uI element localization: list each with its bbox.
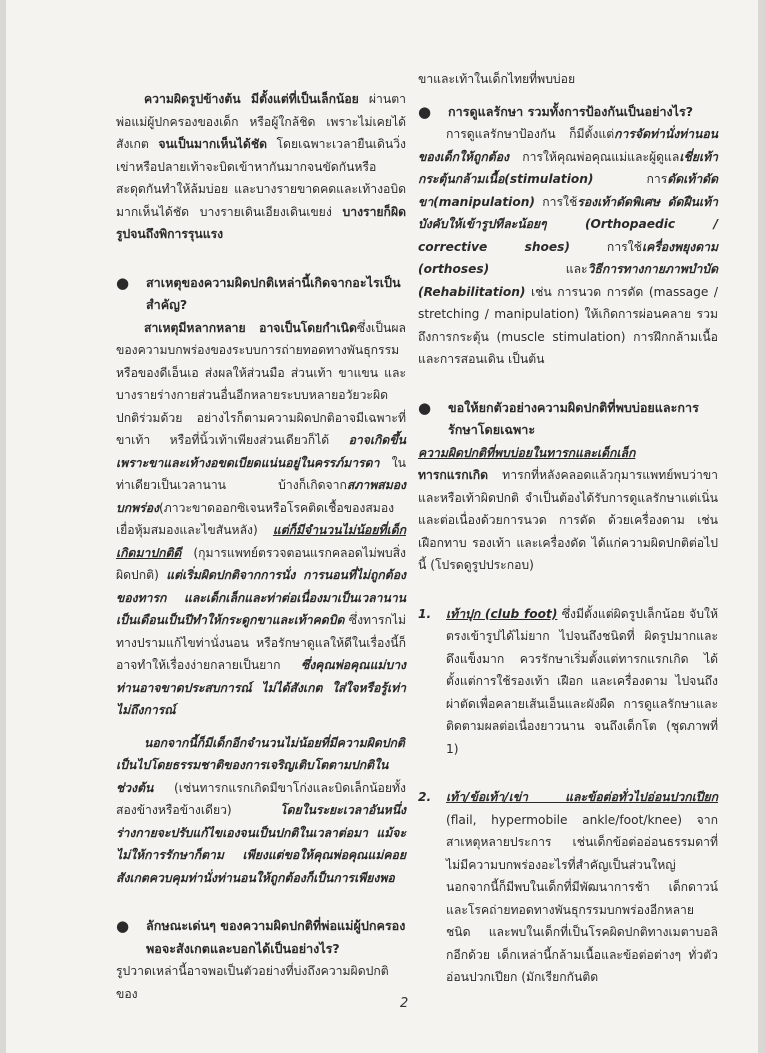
question-examples: ● ขอให้ยกตัวอย่างความผิดปกติที่พบบ่อยและการรักษาโดยเฉพาะ: [418, 397, 718, 442]
bullet-icon: ●: [418, 398, 432, 417]
causes-paragraph: สาเหตุมีหลากหลาย อาจเป็นโดยกำเนิดซึ่งเป็นผลของความบกพร่องของระบบการถ่ายทอดทางพันธุกรรมหรือของดีเอ็นเอ ส่งผลให้ส่วนมือ ส่วนเท้า ขาแขน และบางรายร่างกายส่วนอื่นอีกหลายระบบหลายอวัยวะผิดปกติร่วมด้วย อย่างไรก็ตามความผิดปกติอาจมีเฉพาะที่ขาเท้า หรือที่นิ้วเท้าเพียงส่วนเดียวก็ได้ อาจเกิดขึ้นเพราะขาและเท้างอขดเบียดแน่นอยู่ในครรภ์มารดา ในท่าเดียวเป็นเวลานาน บ้างก็เกิดจากสภาพสมองบกพร่อง(ภาวะขาดออกซิเจนหรือโรคติดเชื้อของสมอง เยื่อหุ้มสมองและไขสันหลัง) แต่ก็มีจำนวนไม่น้อยที่เด็กเกิดมาปกติดี (กุมารแพทย์ตรวจตอนแรกคลอดไม่พบสิ่งผิดปกติ) แต่เริ่มผิดปกติจากการนั่ง การนอนที่ไม่ถูกต้องของทารก และเด็กเล็กและท่าต่อเนื่องมาเป็นเวลานานเป็นเดือนเป็นปีทำให้กระดูกขาและเท้าคดบิด ซึ่งทารกไม่ทางปรามแก้ไขท่านั่งนอน หรือรักษาดูแลให้ดีในเรื่องนี้ก็อาจทำให้เรื่องง่ายกลายเป็นยาก ซึ่งคุณพ่อคุณแม่บางท่านอาจขาดประสบการณ์ ไม่ได้สังเกต ใส่ใจหรือรู้เท่าไม่ถึงการณ์: [116, 320, 406, 717]
page-number: 2: [400, 996, 409, 1011]
question-causes: ● สาเหตุของความผิดปกติเหล่านี้เกิดจากอะไรเป็นสำคัญ?: [116, 272, 406, 317]
list-item: 2. เท้า/ข้อเท้า/เข่า และข้อต่อทั่วไปอ่อนปวกเปียก (flail, hypermobile ankle/foot/knee) จากสาเหตุหลายประการ เช่นเด็กข้อต่ออ่อนธรรมดาที่ไม่มีความบกพร่องอะไรที่สำคัญเป็นส่วนใหญ่ นอกจากนี้ก็มีพบในเด็กที่มีพัฒนาการช้า เด็กดาวน์ และโรคถ่ายทอดทางพันธุกรรมบกพร่องอีกหลายชนิด และพบในเด็กที่เป็นโรคผิดปกติทางเมตาบอลิกอีกด้วย เด็กเหล่านี้กล้ามเนื้อและข้อต่อต่างๆ ทั่วตัวอ่อนปวกเปียก (มักเรียกกันติด: [418, 790, 718, 984]
bullet-icon: ●: [116, 273, 130, 292]
continued-line: ขาและเท้าในเด็กไทยที่พบบ่อย: [418, 72, 576, 86]
bullet-icon: ●: [418, 102, 432, 121]
section-subheading: ความผิดปกติที่พบบ่อยในทารกและเด็กเล็ก: [418, 445, 636, 460]
left-column: [116, 88, 406, 1005]
question-treatment: ● การดูแลรักษา รวมทั้งการป้องกันเป็นอย่างไร?: [418, 101, 718, 124]
signs-paragraph: รูปวาดเหล่านี้อาจพอเป็นตัวอย่างที่บ่งถึงความผิดปกติของ: [116, 964, 389, 1001]
treatment-paragraph: การดูแลรักษาป้องกัน ก็มีตั้งแต่การจัดท่านั่งท่านอนของเด็กให้ถูกต้อง การให้คุณพ่อคุณแม่และผู้ดูแลเชี่ยเท้ากระตุ้นกล้ามเนื้อ(stimulation) การดัดเท้าดัดขา(manipulation) การใช้รองเท้าดัดพิเศษ ดัดฝืนเท้าบังคับให้เข้ารูปทีละน้อยๆ (Orthopaedic / corrective shoes) การใช้เครื่องพยุงดาม (orthoses) และวิธีการทางกายภาพบำบัด (Rehabilitation) เช่น การนวด การดัด (massage / stretching / manipulation) ให้เกิดการผ่อนคลาย รวมถึงการกระตุ้น (muscle stimulation) การฝึกกล้ามเนื้อ และการสอนเดิน เป็นต้น: [418, 127, 718, 366]
natural-growth-paragraph: นอกจากนี้ก็มีเด็กอีกจำนวนไม่น้อยที่มีความผิดปกติเป็นไปโดยธรรมชาติของการเจริญเติบโตตามปกติในช่วงต้น (เช่นทารกแรกเกิดมีขาโก่งและบิดเล็กน้อยทั้งสองข้างหรือข้างเดียว) โดยในระยะเวลาอันหนึ่ง ร่างกายจะปรับแก้ไขเองจนเป็นปกติในเวลาต่อมา แม้จะไม่ให้การรักษาก็ตาม เพียงแต่ขอให้คุณพ่อคุณแม่คอยสังเกตควบคุมท่านั่งท่านอนให้ถูกต้องก็เป็นการเพียงพอ: [116, 735, 406, 885]
newborn-paragraph: ทารกแรกเกิด ทารกที่หลังคลอดแล้วกุมารแพทย์พบว่าขาและหรือเท้าผิดปกติ จำเป็นต้องได้รับการดูแลรักษาแต่เนิ่นและต่อเนื่องด้วยการนวด การดัด ด้วยเครื่องดาม เช่น เฝือกทาบ รองเท้า และเครื่องดัด ได้แก่ความผิดปกติต่อไปนี้ (โปรดดูรูปประกอบ): [418, 468, 718, 572]
bullet-icon: ●: [116, 917, 130, 935]
right-column: [418, 68, 718, 989]
intro-paragraph: ความผิดรูปข้างต้น มีตั้งแต่ที่เป็นเล็กน้อย ผ่านตาพ่อแม่ผู้ปกครองของเด็ก หรือผู้ใกล้ชิด เพราะไม่เคยได้สังเกต จนเป็นมากเห็นได้ชัด โดยเฉพาะเวลายืนเดินวิ่ง เข่าหรือปลายเท้าจะบิดเข้าหากันมากจนขัดกันหรือสะดุดกันทำให้ล้มบ่อย และบางรายขาดคดและเท้างอบิดมากเห็นได้ชัด บางรายเดินเอียงเดินเขยง่ บางรายก็ผิดรูปจนถึงพิการรุนแรง: [116, 92, 406, 241]
document-page: [6, 0, 758, 1053]
list-item: 1. เท้าปุก (club foot) ซึ่งมีตั้งแต่ผิดรูปเล็กน้อย จับให้ตรงเข้ารูปได้ไม่ยาก ไปจนถึงชนิดที่ ผิดรูปมากและดึงแข็งมาก ควรรักษาเริ่มตั้งแต่ทารกแรกเกิด ได้ตั้งแต่การใช้รองเท้า เฝือก และเครื่องดาม ไปจนถึงผ่าตัดเพื่อคลายเส้นเอ็นและผังผืด การดูแลรักษาและติดตามผลต่อเนื่องยาวนาน จนถึงเด็กโต (ชุดภาพที่ 1): [418, 606, 718, 756]
question-signs: ● ลักษณะเด่นๆ ของความผิดปกติที่พ่อแม่ผู้ปกครองพอจะสังเกตและบอกได้เป็นอย่างไร?: [116, 915, 406, 960]
